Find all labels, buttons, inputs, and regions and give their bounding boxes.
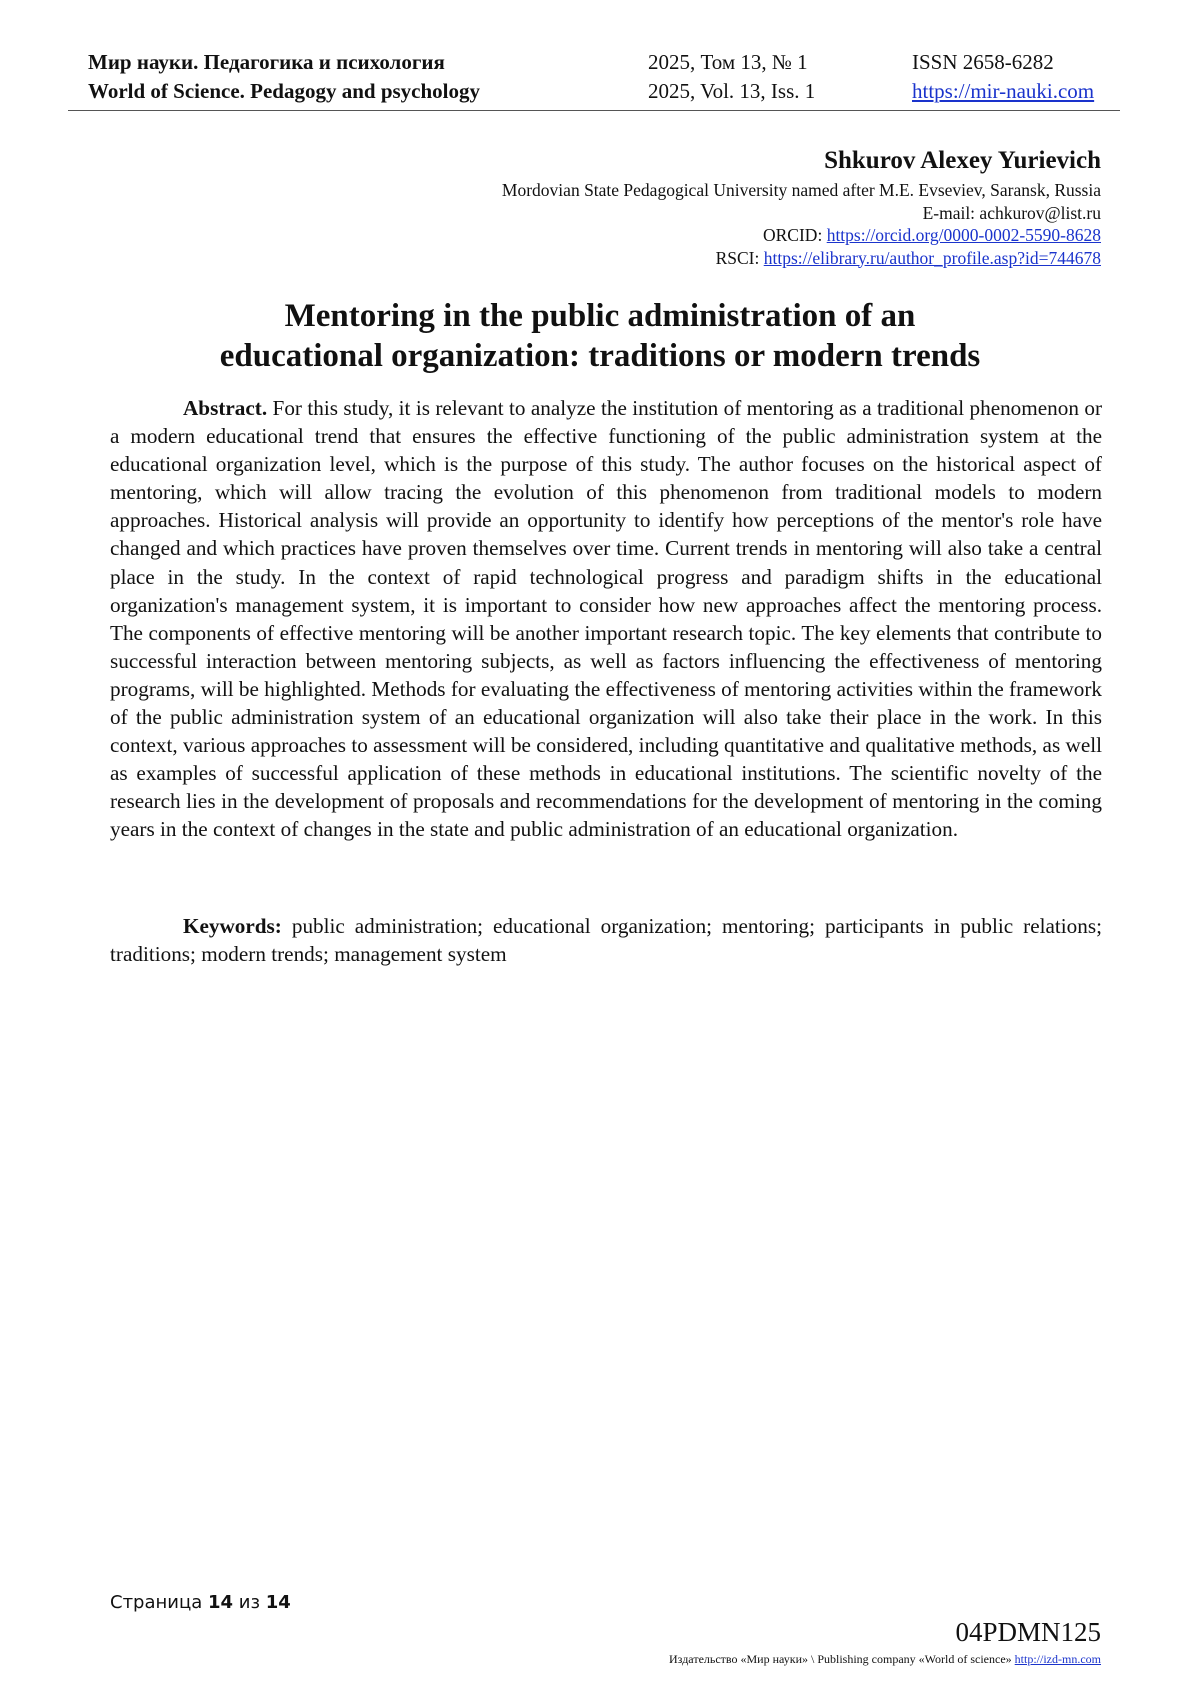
publisher-link[interactable]: http://izd-mn.com: [1014, 1652, 1101, 1666]
author-orcid: [502, 224, 1101, 247]
abstract-text: For this study, it is relevant to analyze the institution of mentoring as a traditional phenomenon or a modern educational trend that ensures the effective functioning of the public administration system at the educational organization level, which is the purpose of this study. The author focuses on the historical aspect of mentoring, which will allow tracing the evolution of this phenomenon from traditional models to modern approaches. Historical analysis will provide an opportunity to identify how perceptions of the mentor's role have changed and which practices have proven themselves over time. Current trends in mentoring will also take a central place in the study. In the context of rapid technological progress and paradigm shifts in the educational organization's management system, it is important to consider how new approaches affect the mentoring process. The components of effective mentoring will be another important research topic. The key elements that contribute to successful interaction between mentoring subjects, as well as factors influencing the effectiveness of mentoring programs, will be highlighted. Methods for evaluating the effectiveness of mentoring activities within the framework of the public administration system of an educational organization will also take their place in the work. In this context, various approaches to assessment will be considered, including quantitative and qualitative methods, as well as examples of successful application of these methods in educational institutions. The scientific novelty of the research lies in the development of proposals and recommendations for the development of mentoring in the coming years in the context of changes in the state and public administration of an educational organization.: [110, 396, 1102, 842]
issue-info-ru: 2025, Том 13, № 1: [648, 50, 808, 74]
orcid-link[interactable]: https://orcid.org/0000-0002-5590-8628: [826, 225, 1101, 245]
header-divider: [68, 110, 1120, 111]
rsci-label: RSCI:: [715, 247, 764, 268]
issue-info-block: [648, 48, 815, 106]
author-affiliation: Mordovian State Pedagogical University named after M.E. Evseviev, Saransk, Russia: [501, 180, 1101, 200]
abstract-label: Abstract.: [183, 396, 268, 420]
page-number: [110, 1591, 291, 1615]
keywords-label: Keywords:: [183, 914, 282, 938]
keywords-text: public administration; educational organization; mentoring; participants in public relations; traditions; modern trends; management system: [110, 914, 1102, 967]
author-name: Shkurov Alexey Yurievich: [824, 147, 1101, 174]
article-code: 04PDMN125: [955, 1617, 1101, 1647]
author-email: E-mail: achkurov@list.ru: [922, 202, 1101, 223]
publisher-line: [669, 1651, 1101, 1667]
article-title-line-1: Mentoring in the public administration of an: [284, 298, 916, 334]
publisher-text: Издательство «Мир науки» \ Publishing company «World of science»: [669, 1652, 1015, 1666]
page-current: 14: [207, 1592, 234, 1613]
issn: ISSN 2658-6282: [912, 50, 1054, 74]
issn-block: [912, 48, 1094, 106]
rsci-link[interactable]: https://elibrary.ru/author_profile.asp?id=744678: [763, 247, 1101, 268]
issue-info-en: 2025, Vol. 13, Iss. 1: [648, 79, 816, 103]
orcid-label: ORCID:: [763, 225, 827, 245]
journal-site-link[interactable]: https://mir-nauki.com: [912, 79, 1095, 103]
journal-title-ru: Мир науки. Педагогика и психология: [88, 50, 445, 74]
page-total: 14: [265, 1592, 291, 1613]
author-rsci: [502, 247, 1101, 270]
journal-title-en: World of Science. Pedagogy and psychology: [88, 79, 481, 103]
author-block: [502, 145, 1101, 269]
article-title: [90, 296, 1110, 376]
page-middle: из: [233, 1592, 266, 1613]
abstract: [110, 394, 1102, 844]
article-title-line-2: educational organization: traditions or modern trends: [219, 338, 981, 374]
keywords: [110, 912, 1102, 968]
page-prefix: Страница: [110, 1592, 208, 1613]
journal-title-block: [88, 48, 480, 106]
